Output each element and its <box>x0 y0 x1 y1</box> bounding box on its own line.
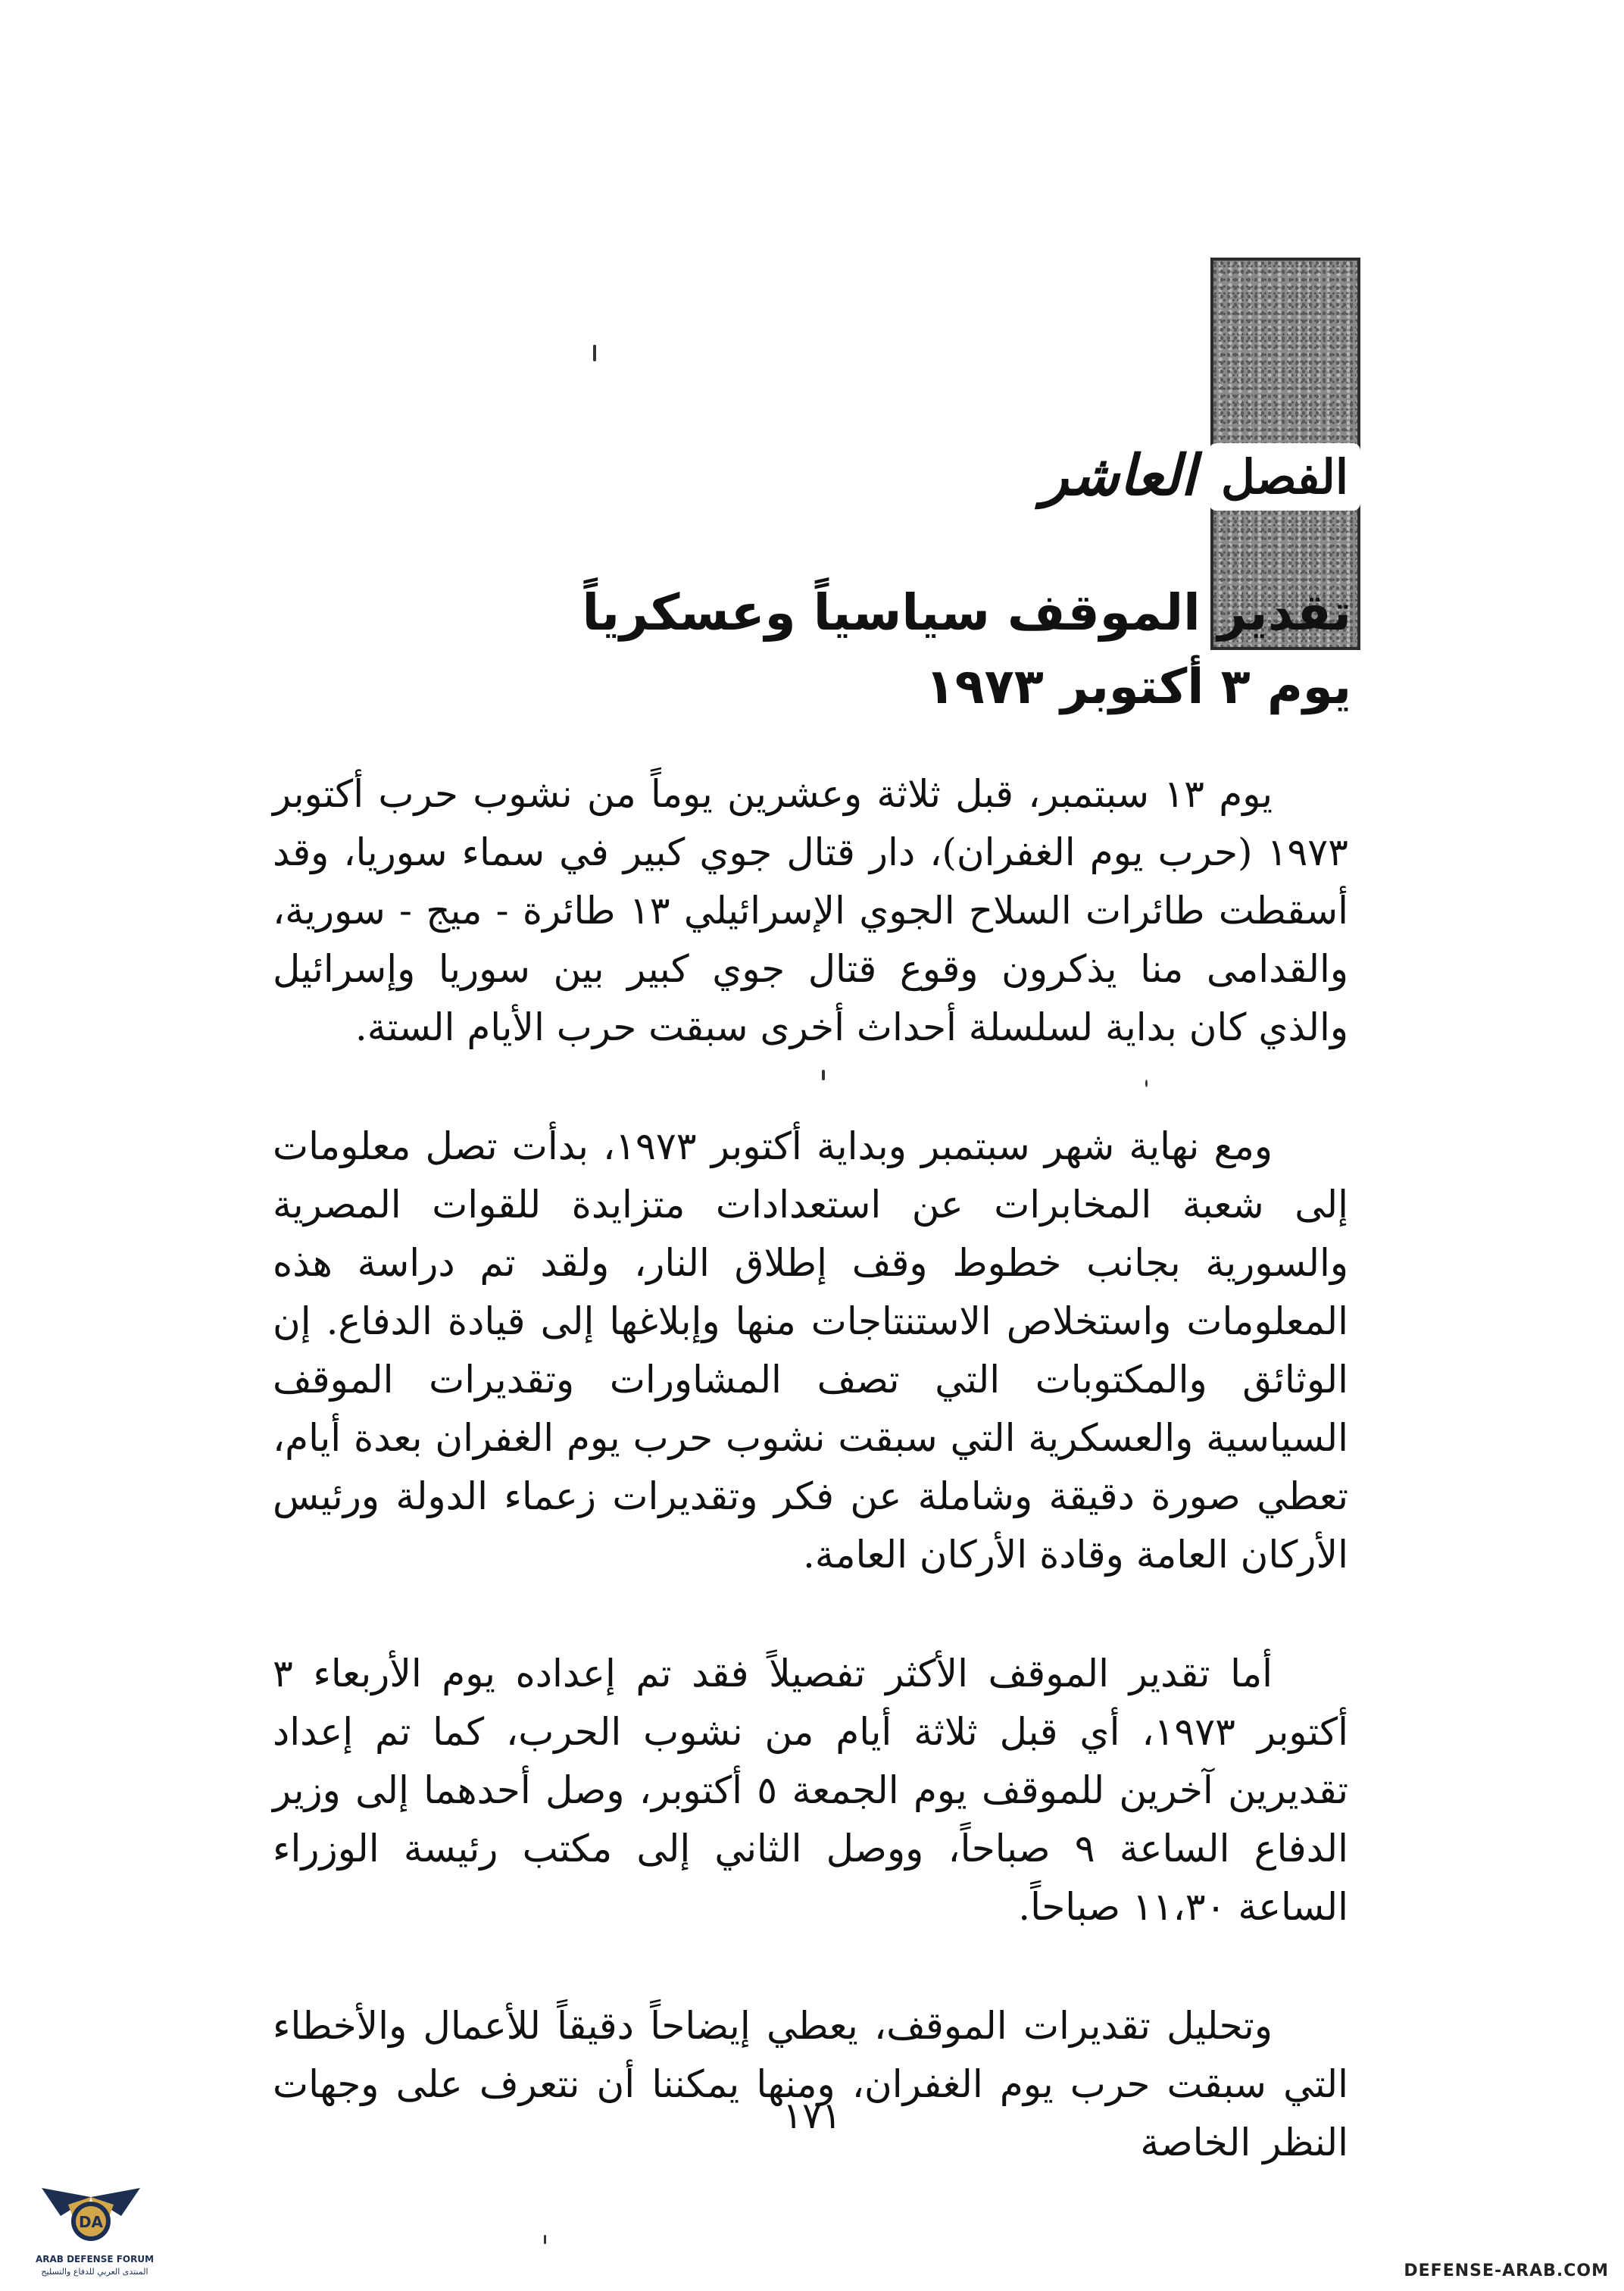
scan-speck <box>1145 1080 1148 1087</box>
page-number: ١٧١ <box>782 2095 842 2137</box>
logo-text-ar: المنتدى العربي للدفاع والتسليح <box>41 2267 148 2277</box>
scan-speck <box>593 345 596 361</box>
paragraph: يوم ١٣ سبتمبر، قبل ثلاثة وعشرين يوماً من نشوب حرب أكتوبر ١٩٧٣ (حرب يوم الغفران)، دار قتال جوي كبير في سماء سوريا، وقد أسقطت طائرات السلاح الجوي الإسرائيلي ١٣ طائرة - ميج - سورية، والقدامى منا يذكرون وقوع قتال جوي كبير بين سوريا وإسرائيل والذي كان بداية لسلسلة أحداث أخرى سبقت حرب الأيام الستة. <box>273 772 1348 1049</box>
watermark-site: DEFENSE-ARAB.COM <box>1404 2261 1609 2280</box>
paragraph: وتحليل تقديرات الموقف، يعطي إيضاحاً دقيقاً للأعمال والأخطاء التي سبقت حرب يوم الغفران، ومنها يمكننا أن نتعرف على وجهات النظر الخاصة <box>273 2004 1348 2164</box>
chapter-title: تقدير الموقف سياسياً وعسكرياً <box>582 583 1351 642</box>
chapter-label: الفصل <box>1209 443 1360 511</box>
chapter-subtitle: يوم ٣ أكتوبر ١٩٧٣ <box>925 659 1351 715</box>
body-text <box>273 765 1348 2233</box>
chapter-ordinal: العاشر <box>1041 443 1196 508</box>
paragraph: أما تقدير الموقف الأكثر تفصيلاً فقد تم إعداده يوم الأربعاء ٣ أكتوبر ١٩٧٣، أي قبل ثلاثة أيام من نشوب الحرب، كما تم إعداد تقديرين آخرين للموقف يوم الجمعة ٥ أكتوبر، وصل أحدهما إلى وزير الدفاع الساعة ٩ صباحاً، ووصل الثاني إلى مكتب رئيسة الوزراء الساعة ١١،٣٠ صباحاً. <box>273 1652 1349 1929</box>
logo-text-en: ARAB DEFENSE FORUM <box>35 2254 155 2264</box>
scan-speck <box>544 2235 546 2244</box>
arab-defense-logo <box>27 2182 155 2280</box>
scan-speck <box>822 1070 825 1080</box>
paragraph: ومع نهاية شهر سبتمبر وبداية أكتوبر ١٩٧٣، بدأت تصل معلومات إلى شعبة المخابرات عن استعدادات متزايدة للقوات المصرية والسورية بجانب خطوط وقف إطلاق النار، ولقد تم دراسة هذه المعلومات واستخلاص الاستنتاجات منها وإبلاغها إلى قيادة الدفاع. إن الوثائق والمكتوبات التي تصف المشاورات وتقديرات الموقف السياسية والعسكرية التي سبقت نشوب حرب يوم الغفران بعدة أيام، تعطي صورة دقيقة وشاملة عن فكر وتقديرات زعماء الدولة ورئيس الأركان العامة وقادة الأركان العامة. <box>273 1124 1348 1577</box>
logo-initials: DA <box>78 2213 104 2231</box>
